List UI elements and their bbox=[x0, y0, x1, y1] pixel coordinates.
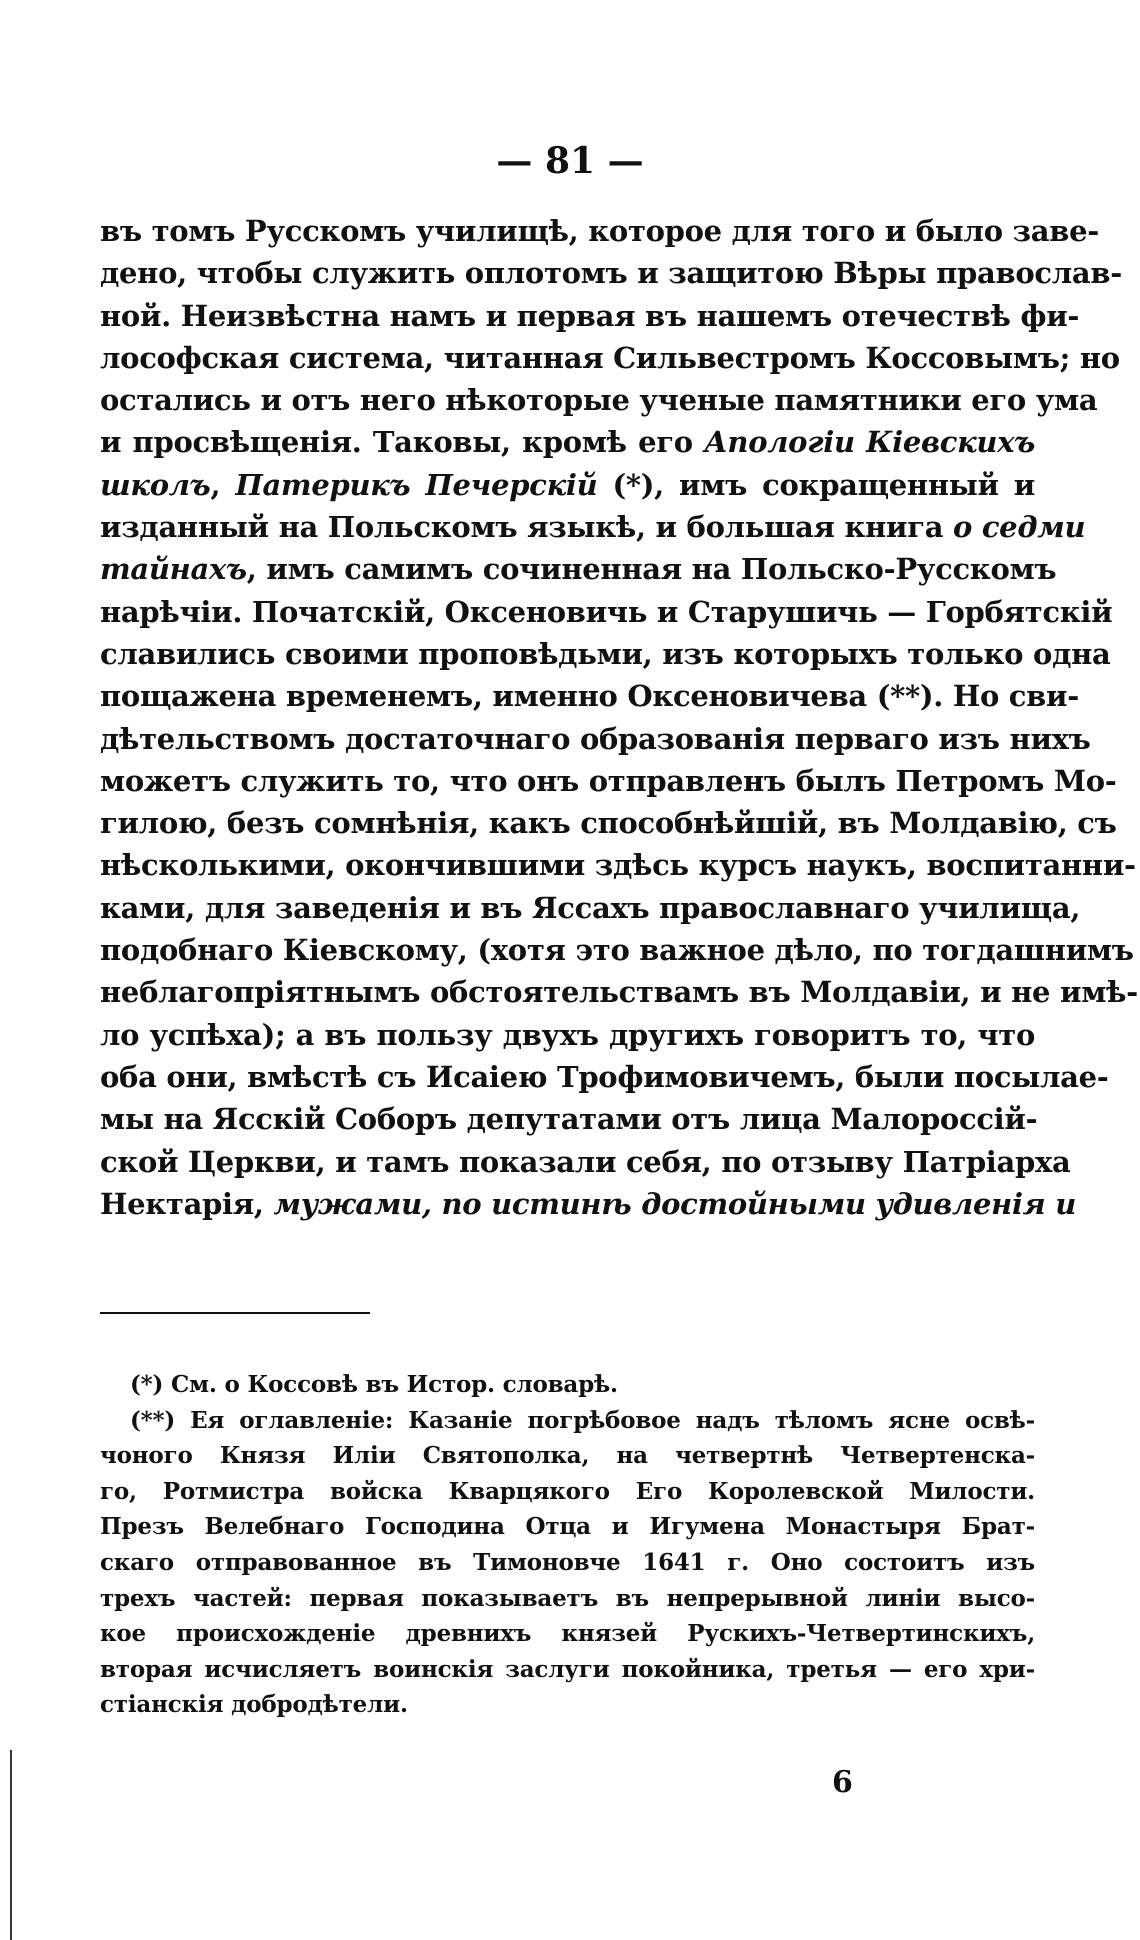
text-line bbox=[100, 548, 1057, 590]
text-segment: славились своими проповѣдьми, изъ которыхъ только одна bbox=[100, 636, 1111, 671]
text-segment: дѣтельствомъ достаточнаго образованія перваго изъ нихъ bbox=[100, 721, 1091, 756]
footnote-line: трехъ частей: первая показываетъ въ непрерывной линіи высо- bbox=[100, 1584, 1035, 1612]
text-line bbox=[100, 1056, 1109, 1098]
text-segment: можетъ служить то, что онъ отправленъ былъ Петромъ Мо- bbox=[100, 763, 1117, 798]
text-segment: о седми bbox=[952, 510, 1086, 545]
text-segment: , bbox=[210, 467, 236, 502]
text-line bbox=[100, 887, 1081, 929]
text-line bbox=[100, 464, 1035, 506]
text-line bbox=[100, 252, 1122, 294]
text-segment: ной. Неизвѣстна намъ и первая въ нашемъ отечествѣ фи- bbox=[100, 298, 1080, 333]
text-line bbox=[100, 802, 1117, 844]
text-segment: лософская система, читанная Сильвестромъ Коссовымъ; но bbox=[100, 340, 1120, 375]
text-line bbox=[100, 844, 1136, 886]
text-line bbox=[100, 718, 1091, 760]
footnote-divider bbox=[100, 1312, 370, 1314]
text-line bbox=[100, 379, 1098, 421]
body-text bbox=[100, 210, 1138, 1225]
text-segment: Апологіи Кіевскихъ bbox=[704, 425, 1035, 460]
text-line bbox=[100, 675, 1079, 717]
text-segment: и просвѣщенія. Таковы, кромѣ его bbox=[100, 425, 705, 460]
text-segment: дено, чтобы служить оплотомъ и защитою Вѣры православ- bbox=[100, 256, 1122, 291]
text-segment: мужами, по истинѣ достойными удивленія и bbox=[273, 1186, 1077, 1221]
text-line bbox=[100, 1183, 1077, 1225]
page-number: — 81 — bbox=[496, 140, 644, 182]
text-line bbox=[100, 633, 1111, 675]
text-segment: подобнаго Кіевскому, (хотя это важное дѣло, по тогдашнимъ bbox=[100, 933, 1134, 968]
footnote-line: го, Ротмистра войска Кварцякого Его Королевской Милости. bbox=[100, 1477, 1035, 1505]
text-segment: нѣсколькими, окончившими здѣсь курсъ наукъ, воспитанни- bbox=[100, 848, 1136, 883]
text-line bbox=[100, 1141, 1071, 1183]
text-line bbox=[100, 295, 1080, 337]
text-segment: изданный на Польскомъ языкѣ, и большая книга bbox=[100, 510, 953, 545]
text-segment: ками, для заведенія и въ Яссахъ православнаго училища, bbox=[100, 890, 1081, 925]
margin-rule bbox=[10, 1750, 12, 1940]
text-segment: неблагопріятнымъ обстоятельствамъ въ Молдавіи, и не имѣ- bbox=[100, 975, 1138, 1010]
footnote-line: кое происхожденіе древнихъ князей Рускихъ-Четвертинскихъ, bbox=[100, 1620, 1035, 1648]
text-segment: (*), имъ сокращенный и bbox=[597, 467, 1035, 502]
footnote-line: стіанскія добродѣтели. bbox=[100, 1691, 408, 1719]
text-line bbox=[100, 506, 1086, 548]
footnote-line: (**) Ея оглавленіе: Казаніе погрѣбовое надъ тѣломъ ясне освѣ- bbox=[130, 1406, 1035, 1434]
text-segment: остались и отъ него нѣкоторые ученые памятники его ума bbox=[100, 383, 1098, 418]
text-line bbox=[100, 1014, 1035, 1056]
text-line bbox=[100, 591, 1113, 633]
text-segment: ло успѣха); а въ пользу двухъ другихъ говоритъ то, что bbox=[100, 1017, 1035, 1052]
footnote-line: чоного Князя Иліи Святополка, на четвертнѣ Четвертенска- bbox=[100, 1442, 1035, 1470]
text-line bbox=[100, 421, 1035, 463]
text-line bbox=[100, 210, 1099, 252]
text-segment: школъ bbox=[100, 467, 211, 502]
text-line bbox=[100, 971, 1138, 1013]
footnote-line: Презъ Велебнаго Господина Отца и Игумена Монастыря Брат- bbox=[100, 1513, 1035, 1541]
footnote-line: (*) См. о Коссовѣ въ Истор. словарѣ. bbox=[130, 1371, 618, 1398]
text-segment: мы на Ясскій Соборъ депутатами отъ лица Малороссій- bbox=[100, 1102, 1038, 1137]
text-segment: Патерикъ Печерскій bbox=[235, 467, 598, 502]
footnote-line: скаго отправованное въ Тимоновче 1641 г. Оно состоитъ изъ bbox=[100, 1548, 1035, 1576]
text-line bbox=[100, 337, 1120, 379]
text-segment: въ томъ Русскомъ училищѣ, которое для того и было заве- bbox=[100, 214, 1099, 248]
signature-mark: 6 bbox=[832, 1765, 853, 1800]
text-segment: Нектарія, bbox=[100, 1186, 274, 1221]
text-segment: тайнахъ bbox=[100, 552, 247, 587]
footnote-line: вторая исчисляетъ воинскія заслуги покойника, третья — его хри- bbox=[100, 1655, 1035, 1683]
text-segment: гилою, безъ сомнѣнія, какъ способнѣйшій, въ Молдавію, съ bbox=[100, 806, 1117, 841]
text-segment: , имъ самимъ сочиненная на Польско-Русскомъ bbox=[246, 552, 1057, 587]
text-line bbox=[100, 760, 1117, 802]
text-line bbox=[100, 1098, 1038, 1140]
footnotes bbox=[100, 1367, 1035, 1723]
text-segment: пощажена временемъ, именно Оксеновичева (**). Но сви- bbox=[100, 679, 1079, 714]
text-segment: ской Церкви, и тамъ показали себя, по отзыву Патріарха bbox=[100, 1144, 1071, 1179]
text-segment: оба они, вмѣстѣ съ Исаіею Трофимовичемъ, были посылае- bbox=[100, 1059, 1109, 1094]
text-line bbox=[100, 929, 1134, 971]
text-segment: нарѣчіи. Початскій, Оксеновичь и Старушичь — Горбятскій bbox=[100, 594, 1113, 629]
